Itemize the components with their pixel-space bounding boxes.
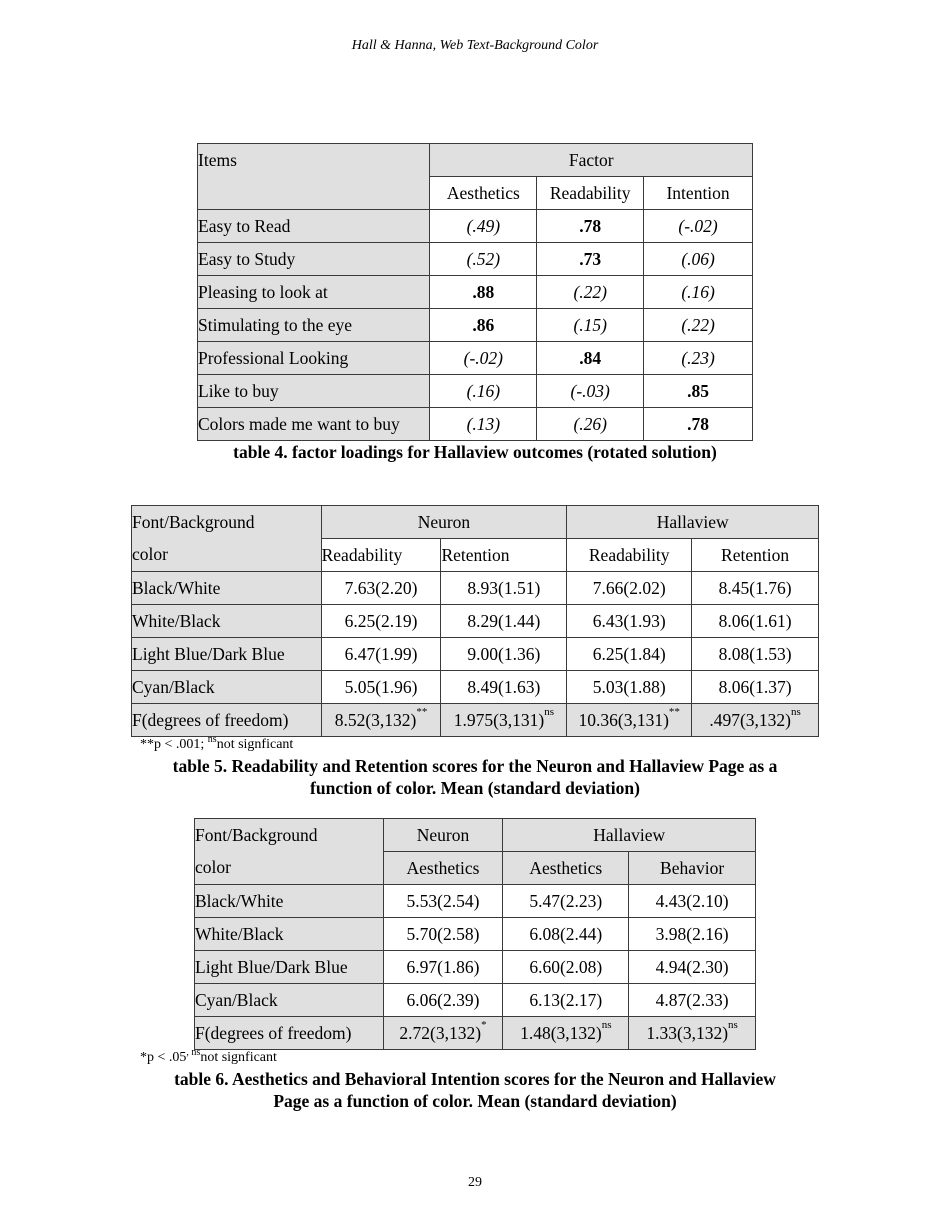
table5-cell: 5.03(1.88) bbox=[567, 671, 692, 704]
table6-color: White/Black bbox=[195, 918, 384, 951]
table6-sub-hallaview-aesthetics: Aesthetics bbox=[503, 852, 629, 885]
footnote-sup: , ns bbox=[186, 1047, 201, 1058]
table-row bbox=[198, 342, 753, 375]
table5-header-hallaview: Hallaview bbox=[567, 506, 819, 539]
significance-marker: ns bbox=[728, 1018, 738, 1031]
table5-f-cell bbox=[321, 704, 441, 737]
table6-f-cell bbox=[383, 1017, 503, 1050]
table4-item: Colors made me want to buy bbox=[198, 408, 430, 441]
table5-sub-hallaview-readability: Readability bbox=[567, 539, 692, 572]
footnote-text: *p < .05 bbox=[140, 1050, 187, 1065]
table5-cell: 6.47(1.99) bbox=[321, 638, 441, 671]
table4-cell: .84 bbox=[537, 342, 644, 375]
table6-header-color: color bbox=[195, 852, 384, 885]
table4-cell: .78 bbox=[537, 210, 644, 243]
table4-cell: (.06) bbox=[644, 243, 753, 276]
table5-f-cell bbox=[441, 704, 567, 737]
table5-sub-neuron-readability: Readability bbox=[321, 539, 441, 572]
table-row bbox=[198, 243, 753, 276]
table5-cell: 8.93(1.51) bbox=[441, 572, 567, 605]
footnote-text: not signficant bbox=[200, 1050, 277, 1065]
table6-header-font: Font/Background bbox=[195, 819, 384, 852]
significance-marker: ns bbox=[544, 705, 554, 718]
table5-f-cell bbox=[567, 704, 692, 737]
table-row bbox=[198, 210, 753, 243]
table5-cell: 8.29(1.44) bbox=[441, 605, 567, 638]
table-5 bbox=[131, 505, 819, 737]
table4-caption: table 4. factor loadings for Hallaview outcomes (rotated solution) bbox=[233, 442, 717, 462]
table6-caption-line1: table 6. Aesthetics and Behavioral Intention scores for the Neuron and Hallaview bbox=[174, 1069, 776, 1089]
table4-item: Easy to Study bbox=[198, 243, 430, 276]
table6-cell: 4.94(2.30) bbox=[629, 951, 756, 984]
table6-cell: 6.97(1.86) bbox=[383, 951, 503, 984]
table5-header-font: Font/Background bbox=[132, 506, 322, 539]
table5-caption-line2: function of color. Mean (standard deviation) bbox=[310, 778, 640, 798]
table-row bbox=[198, 408, 753, 441]
table6-cell: 5.70(2.58) bbox=[383, 918, 503, 951]
table4-item: Professional Looking bbox=[198, 342, 430, 375]
table5-header-color: color bbox=[132, 539, 322, 572]
table-row bbox=[195, 885, 756, 918]
table5-f-value: 8.52(3,132) bbox=[334, 709, 417, 730]
table-4 bbox=[197, 143, 753, 441]
table5-cell: 6.25(1.84) bbox=[567, 638, 692, 671]
table5-cell: 8.06(1.61) bbox=[692, 605, 819, 638]
table4-cell: .78 bbox=[644, 408, 753, 441]
table5-footnote bbox=[140, 734, 294, 753]
table6-f-value: 2.72(3,132) bbox=[399, 1022, 482, 1043]
table-row bbox=[195, 918, 756, 951]
table5-cell: 6.25(2.19) bbox=[321, 605, 441, 638]
table6-cell: 6.60(2.08) bbox=[503, 951, 629, 984]
table6-f-cell bbox=[629, 1017, 756, 1050]
table6-color: Light Blue/Dark Blue bbox=[195, 951, 384, 984]
table6-color: Black/White bbox=[195, 885, 384, 918]
footnote-text: not signficant bbox=[216, 737, 294, 752]
table5-caption bbox=[0, 755, 950, 799]
table5-color: White/Black bbox=[132, 605, 322, 638]
table6-sub-neuron-aesthetics: Aesthetics bbox=[383, 852, 503, 885]
table4-item: Stimulating to the eye bbox=[198, 309, 430, 342]
table5-f-value: .497(3,132) bbox=[709, 709, 792, 730]
table5-f-label: F(degrees of freedom) bbox=[132, 704, 322, 737]
table4-cell: (-.02) bbox=[430, 342, 537, 375]
significance-marker: * bbox=[481, 1018, 487, 1031]
page-number: 29 bbox=[468, 1175, 482, 1190]
table4-cell: (.16) bbox=[430, 375, 537, 408]
table4-cell: (-.02) bbox=[644, 210, 753, 243]
table4-cell: (.16) bbox=[644, 276, 753, 309]
table5-f-value: 1.975(3,131) bbox=[453, 709, 545, 730]
table-row bbox=[198, 309, 753, 342]
table4-cell: (.22) bbox=[644, 309, 753, 342]
table4-item: Easy to Read bbox=[198, 210, 430, 243]
table4-header-factor: Factor bbox=[430, 144, 753, 177]
table-row bbox=[198, 375, 753, 408]
table-row bbox=[195, 951, 756, 984]
significance-marker: ** bbox=[668, 705, 680, 718]
table4-cell: .85 bbox=[644, 375, 753, 408]
table5-f-value: 10.36(3,131) bbox=[578, 709, 669, 730]
table5-color: Light Blue/Dark Blue bbox=[132, 638, 322, 671]
table4-cell: (.26) bbox=[537, 408, 644, 441]
table6-header-neuron: Neuron bbox=[383, 819, 503, 852]
table6-f-value: 1.33(3,132) bbox=[646, 1022, 729, 1043]
table5-cell: 8.45(1.76) bbox=[692, 572, 819, 605]
table-6 bbox=[194, 818, 756, 1050]
footnote-sup: ns bbox=[207, 734, 217, 745]
significance-marker: ns bbox=[601, 1018, 612, 1031]
table6-cell: 3.98(2.16) bbox=[629, 918, 756, 951]
table5-cell: 9.00(1.36) bbox=[441, 638, 567, 671]
table6-footnote bbox=[140, 1047, 277, 1066]
table-row bbox=[195, 984, 756, 1017]
table5-color: Cyan/Black bbox=[132, 671, 322, 704]
table4-sub-readability: Readability bbox=[537, 177, 644, 210]
table6-f-cell bbox=[503, 1017, 629, 1050]
table5-cell: 7.66(2.02) bbox=[567, 572, 692, 605]
table5-sub-hallaview-retention: Retention bbox=[692, 539, 819, 572]
table4-cell: (.52) bbox=[430, 243, 537, 276]
table4-cell: (.49) bbox=[430, 210, 537, 243]
table5-cell: 8.06(1.37) bbox=[692, 671, 819, 704]
table6-caption-line2: Page as a function of color. Mean (standard deviation) bbox=[273, 1091, 677, 1111]
table4-cell: .86 bbox=[430, 309, 537, 342]
table6-cell: 4.43(2.10) bbox=[629, 885, 756, 918]
table5-cell: 7.63(2.20) bbox=[321, 572, 441, 605]
table4-cell: (-.03) bbox=[537, 375, 644, 408]
table-row bbox=[198, 276, 753, 309]
table5-cell: 5.05(1.96) bbox=[321, 671, 441, 704]
table5-caption-line1: table 5. Readability and Retention scores for the Neuron and Hallaview Page as a bbox=[172, 756, 778, 776]
table5-color: Black/White bbox=[132, 572, 322, 605]
table4-header-items: Items bbox=[198, 144, 430, 177]
table6-caption bbox=[0, 1068, 950, 1112]
table6-header-hallaview: Hallaview bbox=[503, 819, 756, 852]
table4-cell: .73 bbox=[537, 243, 644, 276]
table4-item: Like to buy bbox=[198, 375, 430, 408]
table-row bbox=[132, 671, 819, 704]
table4-sub-aesthetics: Aesthetics bbox=[430, 177, 537, 210]
table4-cell: (.15) bbox=[537, 309, 644, 342]
footnote-text: **p < .001; bbox=[140, 737, 208, 752]
running-head: Hall & Hanna, Web Text-Background Color bbox=[351, 38, 599, 53]
table6-cell: 5.53(2.54) bbox=[383, 885, 503, 918]
table5-sub-neuron-retention: Retention bbox=[441, 539, 567, 572]
table6-color: Cyan/Black bbox=[195, 984, 384, 1017]
table5-cell: 6.43(1.93) bbox=[567, 605, 692, 638]
table5-cell: 8.08(1.53) bbox=[692, 638, 819, 671]
table5-f-cell bbox=[692, 704, 819, 737]
table6-cell: 4.87(2.33) bbox=[629, 984, 756, 1017]
table-row-f bbox=[132, 704, 819, 737]
table5-cell: 8.49(1.63) bbox=[441, 671, 567, 704]
significance-marker: ns bbox=[791, 705, 801, 718]
table4-item: Pleasing to look at bbox=[198, 276, 430, 309]
table6-cell: 6.13(2.17) bbox=[503, 984, 629, 1017]
table4-cell: (.23) bbox=[644, 342, 753, 375]
table4-header-blank bbox=[198, 177, 430, 210]
table4-cell: .88 bbox=[430, 276, 537, 309]
table5-header-neuron: Neuron bbox=[321, 506, 567, 539]
table6-f-value: 1.48(3,132) bbox=[520, 1022, 602, 1043]
significance-marker: ** bbox=[416, 705, 428, 718]
table-row-f bbox=[195, 1017, 756, 1050]
table-row bbox=[132, 572, 819, 605]
table6-cell: 6.06(2.39) bbox=[383, 984, 503, 1017]
table6-cell: 5.47(2.23) bbox=[503, 885, 629, 918]
table4-cell: (.13) bbox=[430, 408, 537, 441]
table4-cell: (.22) bbox=[537, 276, 644, 309]
table-row bbox=[132, 638, 819, 671]
table6-f-label: F(degrees of freedom) bbox=[195, 1017, 384, 1050]
table4-sub-intention: Intention bbox=[644, 177, 753, 210]
table-row bbox=[132, 605, 819, 638]
table6-sub-hallaview-behavior: Behavior bbox=[629, 852, 756, 885]
table6-cell: 6.08(2.44) bbox=[503, 918, 629, 951]
